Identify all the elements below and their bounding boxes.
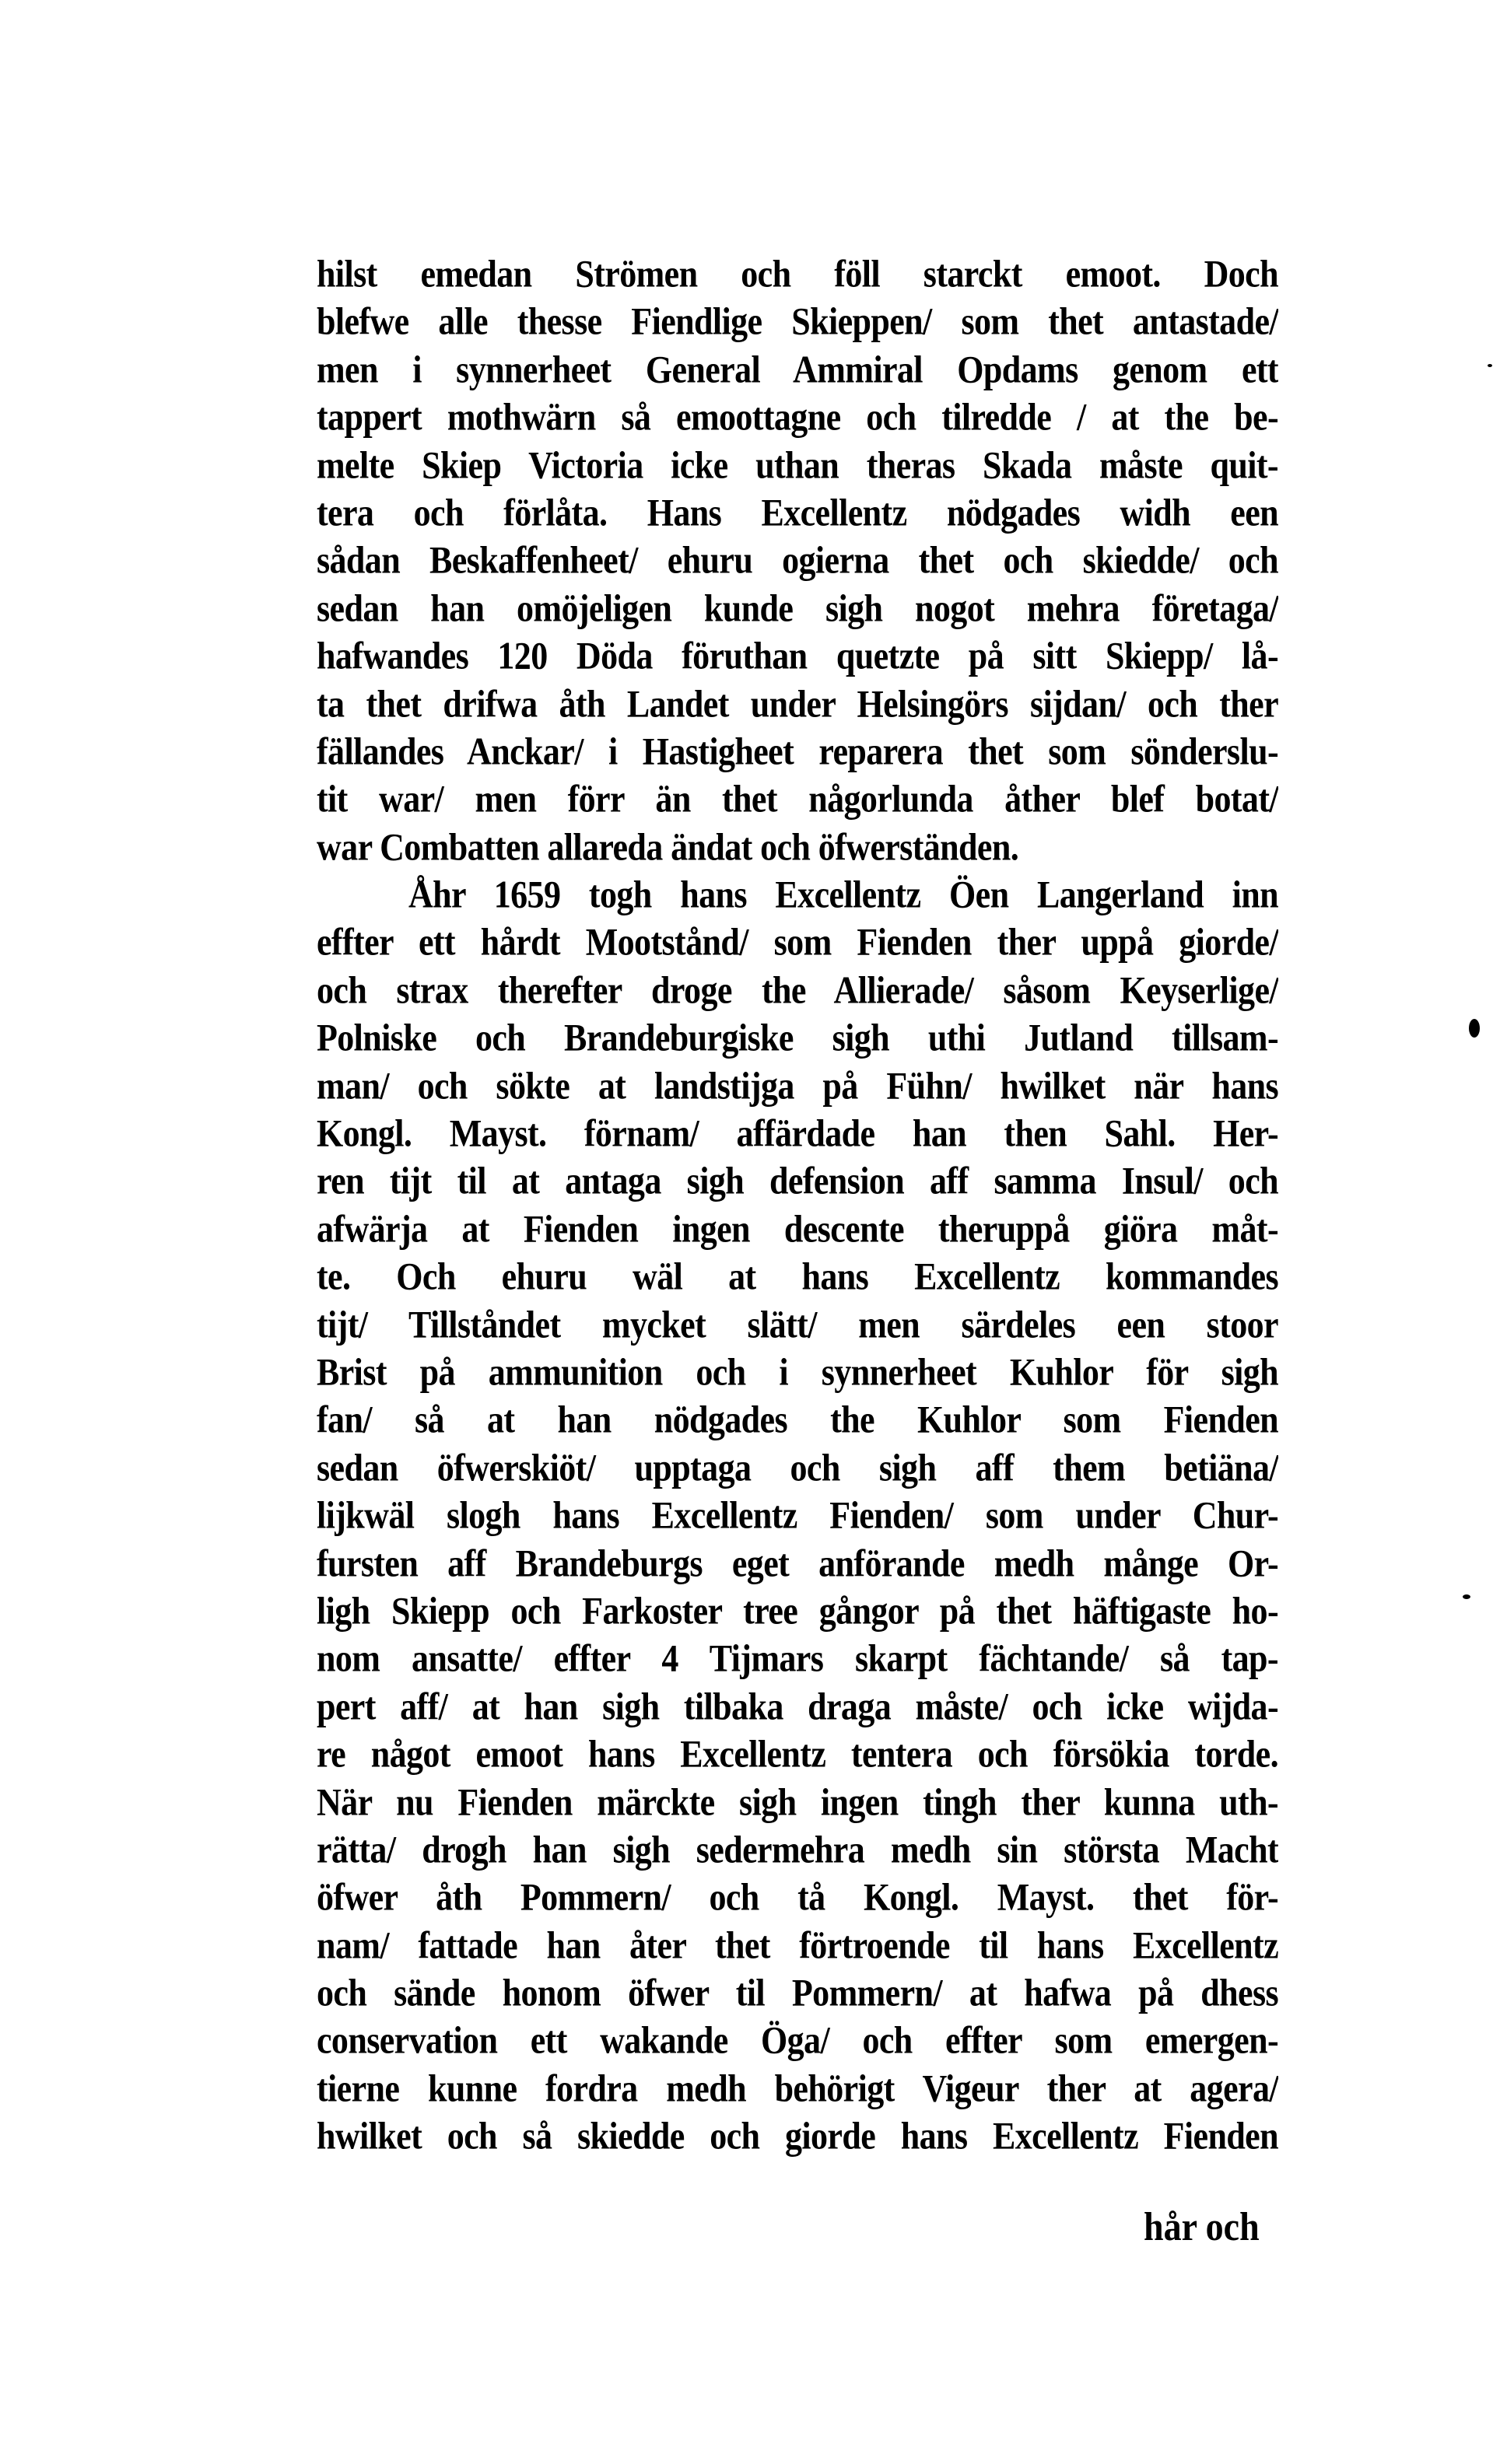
text-line: tera och förlåta. Hans Excellentz nödgades widh een — [317, 491, 1278, 534]
text-line: lijkwäl slogh hans Excellentz Fienden/ som under Chur- — [317, 1494, 1278, 1538]
text-line: conservation ett wakande Öga/ och effter som emergen- — [317, 2019, 1278, 2063]
text-line: afwärja at Fienden ingen descente theruppå giöra måt- — [317, 1207, 1278, 1251]
text-line: effter ett hårdt Mootstånd/ som Fienden ther uppå giorde/ — [317, 921, 1278, 964]
text-line: ren tijt til at antaga sigh defension aff samma Insul/ och — [317, 1160, 1278, 1203]
text-line: pert aff/ at han sigh tilbaka draga måste/ och icke wijda- — [317, 1685, 1278, 1728]
text-line: melte Skiep Victoria icke uthan theras Skada måste quit- — [317, 443, 1278, 487]
text-line: hafwandes 120 Döda föruthan quetzte på sitt Skiepp/ lå- — [317, 635, 1278, 678]
body-text — [317, 250, 1278, 2161]
text-line: När nu Fienden märckte sigh ingen tingh ther kunna uth- — [317, 1780, 1278, 1824]
text-line: Brist på ammunition och i synnerheet Kuhlor för sigh — [317, 1351, 1278, 1394]
text-line: ligh Skiepp och Farkoster tree gångor på thet häftigaste ho- — [317, 1589, 1278, 1633]
text-line: blefwe alle thesse Fiendlige Skieppen/ som thet antastade/ — [317, 300, 1278, 344]
text-line: tappert mothwärn så emoottagne och tilredde / at the be- — [317, 396, 1278, 439]
text-line: Åhr 1659 togh hans Excellentz Öen Langerland inn — [408, 873, 1278, 916]
text-line: war Combatten allareda ändat och öfwerständen. — [317, 825, 1019, 869]
text-line: fällandes Anckar/ i Hastigheet reparera thet som sönderslu- — [317, 730, 1278, 773]
text-line: hilst emedan Strömen och föll starckt emoot. Doch — [317, 253, 1278, 296]
text-line: Polniske och Brandeburgiske sigh uthi Jutland tillsam- — [317, 1017, 1278, 1060]
text-line: och sände honom öfwer til Pommern/ at hafwa på dhess — [317, 1972, 1278, 2014]
margin-mark — [1463, 1594, 1470, 1599]
text-line: te. Och ehuru wäl at hans Excellentz kommandes — [317, 1255, 1278, 1299]
text-line: rätta/ drogh han sigh sedermehra medh sin största Macht — [317, 1828, 1278, 1871]
text-line: fan/ så at han nödgades the Kuhlor som Fienden — [317, 1398, 1278, 1442]
margin-mark — [1488, 364, 1492, 367]
text-line: sedan öfwerskiöt/ upptaga och sigh aff them betiäna/ — [317, 1446, 1278, 1489]
text-line: re något emoot hans Excellentz tentera och försökia torde. — [317, 1733, 1278, 1776]
margin-mark — [1469, 1019, 1480, 1038]
text-line: nam/ fattade han åter thet förtroende til hans Excellentz — [317, 1923, 1278, 1967]
text-line: och strax therefter droge the Allierade/ såsom Keyserlige/ — [317, 968, 1278, 1012]
text-line: tierne kunne fordra medh behörigt Vigeur ther at agera/ — [317, 2067, 1278, 2110]
text-line: Kongl. Mayst. förnam/ affärdade han then Sahl. Her- — [317, 1112, 1278, 1155]
text-line: ta thet drifwa åth Landet under Helsingörs sijdan/ och ther — [317, 682, 1278, 726]
text-line: man/ och sökte at landstijga på Fühn/ hwilket när hans — [317, 1064, 1278, 1108]
text-line: öfwer åth Pommern/ och tå Kongl. Mayst. thet för- — [317, 1876, 1278, 1920]
text-line: tijt/ Tillståndet mycket slätt/ men särdeles een stoor — [317, 1303, 1278, 1346]
text-line: nom ansatte/ effter 4 Tijmars skarpt fächtande/ så tap- — [317, 1637, 1278, 1681]
text-line: hwilket och så skiedde och giorde hans Excellentz Fienden — [317, 2115, 1278, 2158]
text-line: sådan Beskaffenheet/ ehuru ogierna thet och skiedde/ och — [317, 539, 1278, 583]
text-line: sedan han omöjeligen kunde sigh nogot mehra företaga/ — [317, 586, 1278, 630]
text-line: fursten aff Brandeburgs eget anförande medh månge Or- — [317, 1542, 1278, 1585]
text-line: tit war/ men förr än thet någorlunda åther blef botat/ — [317, 778, 1278, 821]
text-line: men i synnerheet General Ammiral Opdams genom ett — [317, 348, 1278, 391]
catchword: hår och — [1144, 2203, 1260, 2249]
